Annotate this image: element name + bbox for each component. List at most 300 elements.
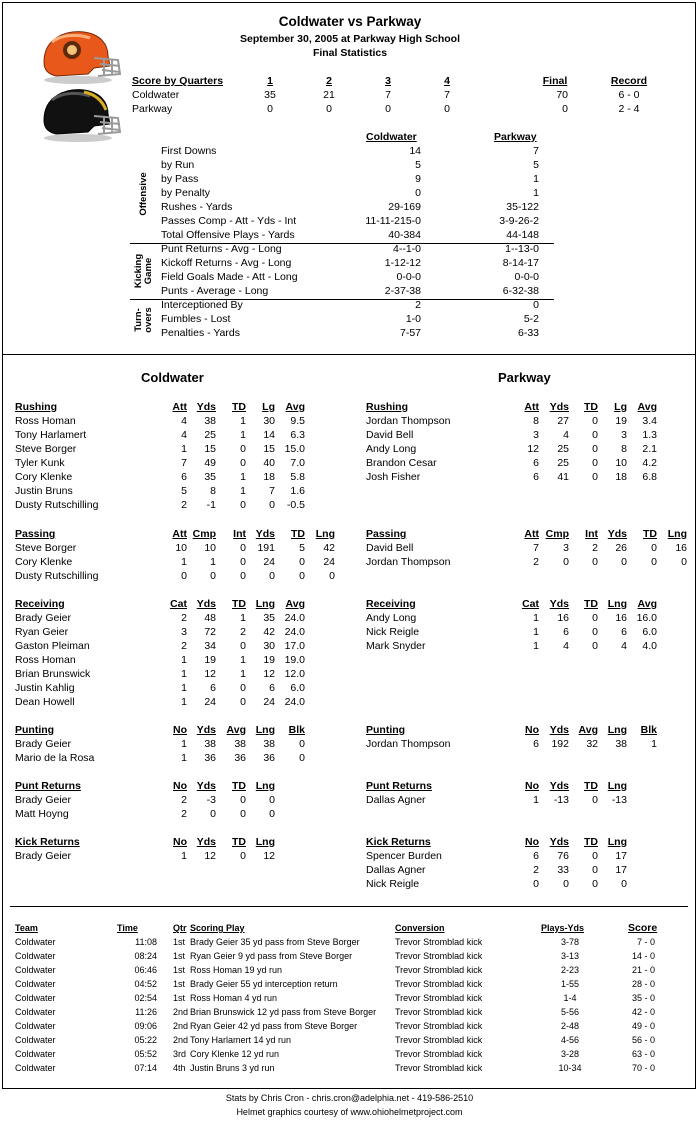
player-name: Tyler Kunk [15, 457, 65, 469]
quarter-score: 0 [267, 103, 273, 115]
player-name: Brian Brunswick [15, 668, 91, 680]
scoring-play: Brady Geier 35 yd pass from Steve Borger [190, 937, 360, 947]
player-stat: 40 [263, 457, 275, 469]
player-stat: 1 [240, 654, 246, 666]
section-divider [2, 354, 696, 355]
scoring-conversion: Trevor Stromblad kick [395, 979, 483, 989]
player-stat: 6 [621, 626, 627, 638]
stat-col-header: TD [232, 401, 246, 413]
player-stat: 10 [175, 542, 187, 554]
player-stat: 6 [563, 626, 569, 638]
team-stat-label: Punts - Average - Long [161, 285, 269, 297]
team-stat-coldwater: 4--1-0 [392, 243, 421, 255]
stat-col-header: Lng [315, 528, 335, 540]
team-stat-coldwater: 0-0-0 [396, 271, 421, 283]
team-stat-label: Rushes - Yards [161, 201, 233, 213]
scoring-score: 28 - 0 [631, 979, 655, 989]
left-receiving-title: Receiving [15, 598, 65, 610]
team-stat-coldwater: 5 [415, 159, 421, 171]
team-stat-coldwater: 2 [415, 299, 421, 311]
player-stat: 24.0 [284, 612, 305, 624]
team-stat-label: First Downs [161, 145, 217, 157]
scoring-team: Coldwater [15, 1021, 56, 1031]
player-stat: 1.3 [642, 429, 657, 441]
player-name: Mario de la Rosa [15, 752, 95, 764]
team-stat-label: Field Goals Made - Att - Long [161, 271, 298, 283]
team-stat-label: Penalties - Yards [161, 327, 240, 339]
team-stat-label: Fumbles - Lost [161, 313, 231, 325]
player-stat: 0 [240, 696, 246, 708]
player-stat: 0 [621, 556, 627, 568]
team-stat-label: Kickoff Returns - Avg - Long [161, 257, 292, 269]
stat-col-header: TD [291, 528, 305, 540]
player-stat: 0 [240, 457, 246, 469]
player-stat: 25 [204, 429, 216, 441]
stat-col-header: Int [233, 528, 246, 540]
player-stat: 1.6 [290, 485, 305, 497]
player-stat: 19 [615, 415, 627, 427]
scoring-score: 49 - 0 [631, 1021, 655, 1031]
player-stat: 17.0 [284, 640, 305, 652]
player-name: Justin Kahlig [15, 682, 75, 694]
stat-col-header: Yds [196, 836, 216, 848]
player-stat: 16 [557, 612, 569, 624]
player-stat: 30 [263, 640, 275, 652]
player-stat: 33 [557, 864, 569, 876]
stat-col-header: TD [584, 780, 598, 792]
scoring-col-conversion: Conversion [395, 923, 445, 933]
stat-col-header: TD [232, 598, 246, 610]
player-stat: 27 [557, 415, 569, 427]
player-stat: 6.3 [290, 429, 305, 441]
quarters-heading: Score by Quarters [132, 75, 224, 87]
player-name: Nick Reigle [366, 626, 420, 638]
team-record: 2 - 4 [618, 103, 640, 115]
team-stat-coldwater: 1-0 [405, 313, 421, 325]
player-stat: 36 [234, 752, 246, 764]
player-stat: 38 [615, 738, 627, 750]
scoring-conversion: Trevor Stromblad kick [395, 1007, 483, 1017]
team-stat-parkway: 1 [533, 187, 539, 199]
quarter-score: 0 [385, 103, 391, 115]
scoring-conversion: Trevor Stromblad kick [395, 937, 483, 947]
team-stat-coldwater: 2-37-38 [384, 285, 421, 297]
final-score: 0 [562, 103, 568, 115]
player-stat: 35 [263, 612, 275, 624]
stat-col-header: Yds [607, 528, 627, 540]
player-stat: 0 [329, 570, 335, 582]
scoring-score: 70 - 0 [631, 1063, 655, 1073]
player-stat: -1 [206, 499, 216, 511]
scoring-time: 11:08 [135, 937, 157, 947]
player-stat: 0 [299, 570, 305, 582]
player-stat: 38 [204, 738, 216, 750]
scoring-time: 05:52 [134, 1049, 157, 1059]
player-stat: 5.8 [290, 471, 305, 483]
player-stat: 0 [592, 640, 598, 652]
player-stat: 1 [240, 668, 246, 680]
scoring-col-score: Score [628, 922, 658, 934]
player-name: Brady Geier [15, 794, 72, 806]
scoring-qtr: 2nd [173, 1021, 189, 1031]
parkway-helmet-icon [38, 86, 124, 144]
player-stat: 2 [533, 864, 539, 876]
scoring-qtr: 1st [173, 937, 186, 947]
scoring-plays: 2-48 [560, 1021, 579, 1031]
scoring-col-qtr: Qtr [173, 923, 187, 933]
scoring-plays: 3-28 [560, 1049, 579, 1059]
scoring-qtr: 3rd [173, 1049, 187, 1059]
scoring-score: 42 - 0 [631, 1007, 655, 1017]
stat-col-header: No [525, 780, 539, 792]
footer-helmet-credits: Helmet graphics courtesy of www.ohiohelmetproject.com [236, 1107, 463, 1117]
player-stat: 0 [240, 682, 246, 694]
player-name: Josh Fisher [366, 471, 421, 483]
player-stat: 6 [181, 471, 187, 483]
scoring-conversion: Trevor Stromblad kick [395, 1063, 483, 1073]
player-stat: 38 [204, 415, 216, 427]
player-stat: 0 [592, 415, 598, 427]
player-stat: 6.0 [642, 626, 657, 638]
player-name: Cory Klenke [15, 471, 73, 483]
player-stat: 0 [240, 542, 246, 554]
player-stat: 19 [204, 654, 216, 666]
scoring-conversion: Trevor Stromblad kick [395, 1035, 483, 1045]
player-name: Ryan Geier [15, 626, 69, 638]
stat-col-header: Yds [196, 724, 216, 736]
stat-col-header: TD [232, 780, 246, 792]
player-name: Dallas Agner [366, 864, 426, 876]
stat-col-header: Avg [637, 598, 657, 610]
player-name: Andy Long [366, 443, 417, 455]
player-stat: 0 [592, 556, 598, 568]
stat-col-header: Lng [255, 780, 275, 792]
player-name: Dusty Rutschilling [15, 499, 99, 511]
stat-col-header: Lng [255, 598, 275, 610]
player-stat: 5 [299, 542, 305, 554]
scoring-qtr: 1st [173, 965, 186, 975]
coldwater-helmet-icon [38, 28, 124, 86]
stat-col-header: Avg [285, 401, 305, 413]
scoring-time: 05:22 [134, 1035, 157, 1045]
scoring-qtr: 1st [173, 951, 186, 961]
quarter-col-header: 2 [326, 75, 332, 87]
stat-col-header: Yds [196, 401, 216, 413]
stat-col-header: Att [524, 401, 539, 413]
stat-col-header: Avg [285, 598, 305, 610]
team-stat-group-label [133, 145, 155, 243]
left-punting-title: Punting [15, 724, 55, 736]
player-name: Andy Long [366, 612, 417, 624]
stat-col-header: TD [232, 836, 246, 848]
quarter-score: 0 [326, 103, 332, 115]
player-stat: 35 [204, 471, 216, 483]
player-name: Spencer Burden [366, 850, 442, 862]
player-stat: 18 [615, 471, 627, 483]
player-stat: 7 [533, 542, 539, 554]
team-stat-parkway: 1--13-0 [505, 243, 539, 255]
scoring-team: Coldwater [15, 1007, 56, 1017]
player-stat: 10 [615, 457, 627, 469]
player-stat: 4 [563, 429, 569, 441]
stat-col-header: Yds [549, 780, 569, 792]
team-record: 6 - 0 [618, 89, 640, 101]
player-stat: 1 [181, 738, 187, 750]
player-name: Matt Hoyng [15, 808, 69, 820]
player-stat: 0 [592, 429, 598, 441]
player-stat: 12 [263, 850, 275, 862]
right-receiving-title: Receiving [366, 598, 416, 610]
team-stat-coldwater: 1-12-12 [384, 257, 421, 269]
player-stat: 2 [181, 794, 187, 806]
scoring-score: 7 - 0 [636, 937, 655, 947]
scoring-score: 14 - 0 [631, 951, 655, 961]
team-stat-label: Punt Returns - Avg - Long [161, 243, 282, 255]
player-stat: 0 [592, 471, 598, 483]
page-subtitle: September 30, 2005 at Parkway High School [239, 33, 460, 45]
quarter-col-header: 4 [444, 75, 450, 87]
player-stat: 0 [210, 570, 216, 582]
player-name: David Bell [366, 429, 414, 441]
right-rushing-title: Rushing [366, 401, 408, 413]
player-name: Brady Geier [15, 612, 72, 624]
team-stat-coldwater: 14 [409, 145, 421, 157]
scoring-play: Brady Geier 55 yd interception return [190, 979, 338, 989]
quarter-col-header: 3 [385, 75, 391, 87]
team-stat-coldwater: 40-384 [388, 229, 421, 241]
player-stat: 0 [681, 556, 687, 568]
team-stat-label: Passes Comp - Att - Yds - Int [161, 215, 297, 227]
player-stat: 2 [240, 626, 246, 638]
player-stat: 0 [592, 457, 598, 469]
player-stat: 17 [615, 850, 627, 862]
team-stat-parkway: 3-9-26-2 [499, 215, 539, 227]
player-stat: 16 [615, 612, 627, 624]
player-stat: 2 [181, 612, 187, 624]
player-stat: 1 [181, 654, 187, 666]
player-stat: 0 [299, 738, 305, 750]
stat-col-header: Cat [170, 598, 187, 610]
player-stat: 7 [181, 457, 187, 469]
stat-col-header: Lng [255, 724, 275, 736]
player-stat: 0 [563, 556, 569, 568]
player-stat: 0 [299, 556, 305, 568]
scoring-plays: 10-34 [558, 1063, 582, 1073]
player-stat: -0.5 [286, 499, 305, 511]
team-stat-parkway: 6-32-38 [502, 285, 539, 297]
player-stat: 26 [615, 542, 627, 554]
team-stat-coldwater: 11-11-215-0 [365, 215, 421, 227]
player-name: Ross Homan [15, 415, 76, 427]
stat-col-header: No [525, 836, 539, 848]
player-stat: 15.0 [284, 443, 305, 455]
player-stat: 6 [533, 738, 539, 750]
player-name: Jordan Thompson [366, 738, 451, 750]
stat-col-header: Lg [614, 401, 627, 413]
player-stat: 42 [323, 542, 335, 554]
team-stat-coldwater: 29-169 [388, 201, 421, 213]
team-stat-group-label [133, 243, 155, 299]
player-stat: 0 [592, 878, 598, 890]
player-stat: 1 [240, 415, 246, 427]
scoring-divider [10, 906, 688, 907]
player-stat: 36 [263, 752, 275, 764]
group-label-line: Turn- [133, 308, 144, 332]
team-stat-group-label [133, 299, 155, 341]
stat-col-header: TD [584, 598, 598, 610]
scoring-team: Coldwater [15, 965, 56, 975]
team-stat-label: by Penalty [161, 187, 211, 199]
player-stat: 1 [240, 429, 246, 441]
stat-col-header: Blk [288, 724, 305, 736]
player-stat: 7.0 [290, 457, 305, 469]
player-stat: 8 [533, 415, 539, 427]
player-name: Brady Geier [15, 738, 72, 750]
player-stat: 38 [234, 738, 246, 750]
player-stat: 24 [263, 556, 275, 568]
scoring-team: Coldwater [15, 1049, 56, 1059]
player-stat: 191 [257, 542, 275, 554]
player-stat: 0 [592, 443, 598, 455]
player-stat: 16 [675, 542, 687, 554]
scoring-play: Tony Harlamert 14 yd run [190, 1035, 292, 1045]
stat-col-header: Lng [607, 724, 627, 736]
scoring-team: Coldwater [15, 937, 56, 947]
right-punt-returns-title: Punt Returns [366, 780, 432, 792]
player-stat: 6 [533, 850, 539, 862]
scoring-plays: 2-23 [560, 965, 579, 975]
scoring-col-time: Time [117, 923, 138, 933]
player-stat: 42 [263, 626, 275, 638]
player-stat: 0 [240, 570, 246, 582]
player-stat: 15 [263, 443, 275, 455]
player-stat: 0 [563, 878, 569, 890]
team-stat-coldwater: 0 [415, 187, 421, 199]
scoring-time: 09:06 [134, 1021, 157, 1031]
scoring-play: Cory Klenke 12 yd run [190, 1049, 280, 1059]
right-team-heading: Parkway [498, 370, 551, 385]
player-name: Jordan Thompson [366, 556, 451, 568]
player-stat: 0 [181, 570, 187, 582]
player-stat: 12.0 [284, 668, 305, 680]
player-stat: 4 [621, 640, 627, 652]
player-stat: 1 [533, 626, 539, 638]
player-stat: 6 [533, 457, 539, 469]
player-stat: 2 [592, 542, 598, 554]
player-stat: 0 [269, 808, 275, 820]
player-stat: 0 [240, 850, 246, 862]
stat-col-header: No [525, 724, 539, 736]
player-stat: -3 [206, 794, 216, 806]
player-stat: 0 [269, 794, 275, 806]
quarter-score: 7 [385, 89, 391, 101]
group-divider [130, 299, 554, 300]
player-stat: 8 [621, 443, 627, 455]
stats-col-coldwater: Coldwater [366, 131, 417, 143]
player-stat: 14 [263, 429, 275, 441]
scoring-conversion: Trevor Stromblad kick [395, 965, 483, 975]
player-stat: 24 [204, 696, 216, 708]
player-stat: 41 [557, 471, 569, 483]
player-stat: 1 [651, 738, 657, 750]
player-stat: 2 [181, 640, 187, 652]
stat-col-header: Cmp [192, 528, 216, 540]
scoring-time: 11:26 [135, 1007, 157, 1017]
scoring-col-plays: Plays-Yds [541, 923, 585, 933]
group-label-line: Game [143, 257, 154, 285]
scoring-qtr: 1st [173, 993, 186, 1003]
player-stat: 0 [240, 556, 246, 568]
group-label-line: overs [143, 307, 154, 333]
scoring-conversion: Trevor Stromblad kick [395, 951, 483, 961]
player-stat: 1 [533, 794, 539, 806]
footer-credits: Stats by Chris Cron - chris.cron@adelphia.net - 419-586-2510 [225, 1093, 474, 1103]
player-stat: 0 [592, 612, 598, 624]
player-stat: 6 [210, 682, 216, 694]
scoring-qtr: 4th [173, 1063, 186, 1073]
player-stat: 0 [240, 808, 246, 820]
scoring-play: Ryan Geier 42 yd pass from Steve Borger [190, 1021, 358, 1031]
player-name: Brandon Cesar [366, 457, 437, 469]
page-subtitle-2: Final Statistics [312, 47, 388, 59]
team-stat-label: by Run [161, 159, 195, 171]
scoring-score: 21 - 0 [631, 965, 655, 975]
stat-col-header: Avg [578, 724, 598, 736]
scoring-time: 02:54 [134, 993, 157, 1003]
player-stat: 18 [263, 471, 275, 483]
player-stat: 1 [240, 471, 246, 483]
scoring-team: Coldwater [15, 1035, 56, 1045]
scoring-qtr: 2nd [173, 1007, 189, 1017]
player-stat: 3 [181, 626, 187, 638]
stat-col-header: Yds [549, 598, 569, 610]
scoring-col-team: Team [15, 923, 38, 933]
stat-col-header: Lng [607, 780, 627, 792]
stat-col-header: Lg [262, 401, 275, 413]
scoring-conversion: Trevor Stromblad kick [395, 1021, 483, 1031]
scoring-col-play: Scoring Play [190, 923, 245, 933]
final-header: Final [542, 75, 568, 87]
stat-col-header: Yds [549, 836, 569, 848]
player-stat: 6 [533, 471, 539, 483]
stats-col-parkway: Parkway [494, 131, 537, 143]
player-stat: 2 [181, 808, 187, 820]
stat-col-header: Avg [637, 401, 657, 413]
player-stat: 36 [204, 752, 216, 764]
player-stat: 1 [181, 850, 187, 862]
player-name: Tony Harlamert [15, 429, 87, 441]
player-stat: 2 [533, 556, 539, 568]
team-stat-parkway: 1 [533, 173, 539, 185]
right-kick-returns-title: Kick Returns [366, 836, 431, 848]
stat-col-header: Yds [255, 528, 275, 540]
player-stat: 1 [240, 612, 246, 624]
player-stat: 25 [557, 443, 569, 455]
player-stat: 6.0 [290, 682, 305, 694]
scoring-time: 07:14 [134, 1063, 157, 1073]
player-name: Ross Homan [15, 654, 76, 666]
player-stat: 38 [263, 738, 275, 750]
player-stat: 0 [269, 570, 275, 582]
player-stat: 3 [563, 542, 569, 554]
left-punt-returns-title: Punt Returns [15, 780, 81, 792]
player-stat: 24 [323, 556, 335, 568]
player-stat: 0 [240, 794, 246, 806]
player-stat: 19.0 [284, 654, 305, 666]
player-name: Nick Reigle [366, 878, 420, 890]
left-kick-returns-title: Kick Returns [15, 836, 80, 848]
team-stat-coldwater: 7-57 [399, 327, 421, 339]
